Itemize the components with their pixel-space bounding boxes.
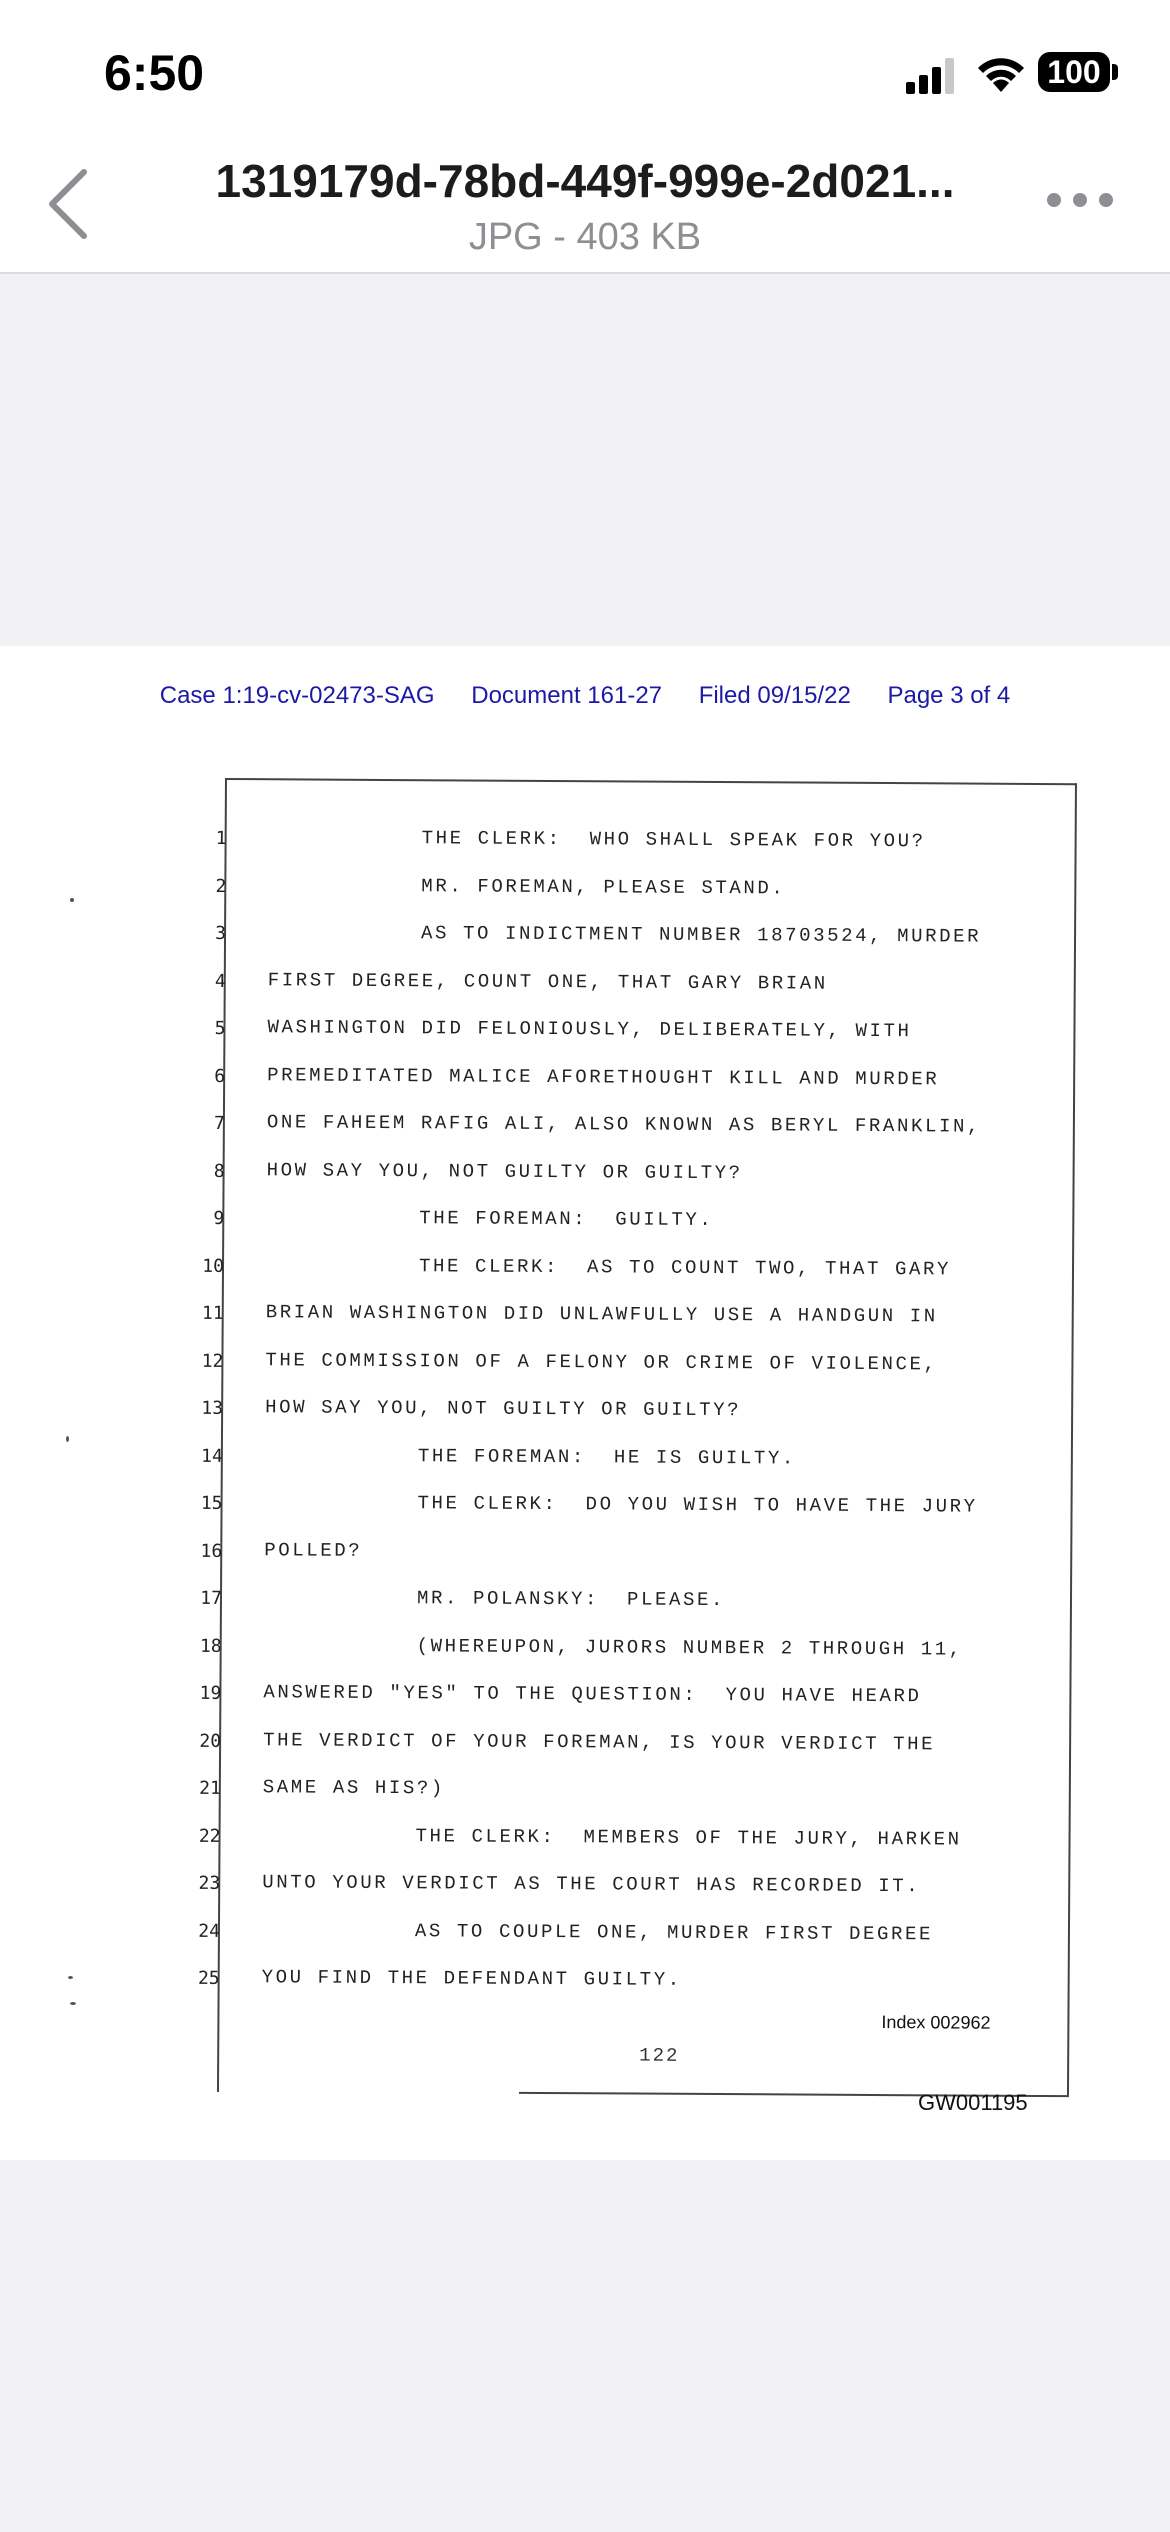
transcript-line: (WHEREUPON, JURORS NUMBER 2 THROUGH 11, (416, 1634, 963, 1661)
transcript-line: THE CLERK: AS TO COUNT TWO, THAT GARY (418, 1254, 952, 1280)
line-number: 14 (201, 1445, 223, 1467)
transcript-line: MR. POLANSKY: PLEASE. (416, 1587, 726, 1612)
ellipsis-icon[interactable] (1040, 180, 1120, 220)
transcript-line: SAME AS HIS?) (262, 1776, 445, 1800)
line-number: 10 (202, 1255, 225, 1277)
transcript-line: WASHINGTON DID FELONIOUSLY, DELIBERATELY, WITH (267, 1016, 912, 1043)
transcript-line: YOU FIND THE DEFENDANT GUILTY. (261, 1966, 682, 1991)
line-number: 25 (197, 1967, 220, 1989)
transcript-line: THE COMMISSION OF A FELONY OR CRIME OF VIOLENCE, (265, 1348, 938, 1375)
preview-background-bottom (0, 2160, 1170, 2532)
line-number: 8 (213, 1160, 225, 1182)
line-number: 20 (199, 1730, 222, 1752)
filed-date: Filed 09/15/22 (698, 682, 851, 709)
bates-stamp: GW001195 (918, 2090, 1028, 2115)
transcript-line: AS TO INDICTMENT NUMBER 18703524, MURDER (420, 922, 982, 948)
line-number: 12 (201, 1350, 224, 1372)
wifi-icon (975, 54, 1027, 94)
transcript-line: BRIAN WASHINGTON DID UNLAWFULLY USE A HANDGUN IN (265, 1301, 938, 1328)
transcript-line: THE FOREMAN: GUILTY. (419, 1207, 714, 1231)
line-number: 1 (215, 827, 227, 850)
battery-tip (1112, 64, 1118, 80)
scan-speck (68, 1976, 73, 1979)
transcript-page-number: 122 (639, 2044, 680, 2067)
case-header (0, 682, 1170, 710)
line-number: 7 (213, 1112, 225, 1135)
line-number: 2 (215, 875, 227, 897)
transcript-line: THE CLERK: DO YOU WISH TO HAVE THE JURY (417, 1492, 978, 1518)
transcript-lines (197, 780, 1075, 1991)
transcript-line: ONE FAHEEM RAFIG ALI, ALSO KNOWN AS BERYL FRANKLIN, (266, 1111, 982, 1138)
status-bar (0, 0, 1170, 140)
transcript-line: POLLED? (264, 1538, 363, 1562)
page-count: Page 3 of 4 (887, 682, 1011, 709)
line-number: 15 (200, 1492, 223, 1514)
line-number: 17 (200, 1587, 223, 1609)
case-number: Case 1:19-cv-02473-SAG (159, 682, 435, 709)
line-number: 16 (200, 1540, 223, 1562)
transcript-line: MR. FOREMAN, PLEASE STAND. (421, 874, 786, 899)
transcript-line: PREMEDITATED MALICE AFORETHOUGHT KILL AND MURDER (267, 1063, 940, 1090)
nav-header (0, 140, 1170, 274)
line-number: 4 (214, 970, 226, 992)
scan-speck (70, 898, 74, 902)
file-title: 1319179d-78bd-449f-999e-2d021... (215, 155, 955, 207)
scan-speck (70, 2002, 76, 2005)
line-number: 18 (199, 1635, 222, 1657)
line-number: 23 (198, 1872, 221, 1894)
transcript-line: FIRST DEGREE, COUNT ONE, THAT GARY BRIAN (267, 968, 828, 995)
status-time: 6:50 (104, 45, 205, 101)
line-number: 6 (214, 1065, 226, 1087)
transcript-line: ANSWERED "YES" TO THE QUESTION: YOU HAVE HEARD (263, 1681, 922, 1708)
file-subtitle: JPG - 403 KB (468, 216, 702, 258)
scan-speck (66, 1436, 69, 1442)
signal-icon (906, 58, 958, 94)
transcript-line: THE CLERK: MEMBERS OF THE JURY, HARKEN (415, 1824, 962, 1851)
index-stamp: Index 002962 (881, 2012, 991, 2033)
preview-background-top (0, 274, 1170, 646)
line-number: 11 (201, 1302, 224, 1325)
transcript-line: THE VERDICT OF YOUR FOREMAN, IS YOUR VERDICT THE (263, 1728, 936, 1755)
transcript-line: HOW SAY YOU, NOT GUILTY OR GUILTY? (266, 1158, 743, 1184)
transcript-line: AS TO COUPLE ONE, MURDER FIRST DEGREE (414, 1919, 934, 1945)
line-number: 21 (199, 1777, 221, 1799)
chevron-left-icon[interactable] (40, 166, 100, 242)
line-number: 9 (213, 1207, 225, 1230)
battery-icon: 100 (1038, 52, 1110, 92)
transcript-line: THE FOREMAN: HE IS GUILTY. (417, 1444, 796, 1469)
transcript-line: HOW SAY YOU, NOT GUILTY OR GUILTY? (265, 1396, 742, 1422)
transcript-line: UNTO YOUR VERDICT AS THE COURT HAS RECORDED IT. (262, 1871, 921, 1898)
transcript-page (197, 778, 1077, 2097)
transcript-line: THE CLERK: WHO SHALL SPEAK FOR YOU? (421, 827, 926, 853)
line-number: 13 (201, 1397, 224, 1420)
document-image[interactable] (0, 646, 1170, 2160)
line-number: 24 (198, 1920, 221, 1942)
line-number: 5 (214, 1017, 226, 1040)
line-number: 19 (199, 1682, 222, 1704)
document-number: Document 161-27 (471, 682, 663, 709)
line-number: 3 (215, 922, 227, 945)
line-number: 22 (198, 1825, 221, 1847)
